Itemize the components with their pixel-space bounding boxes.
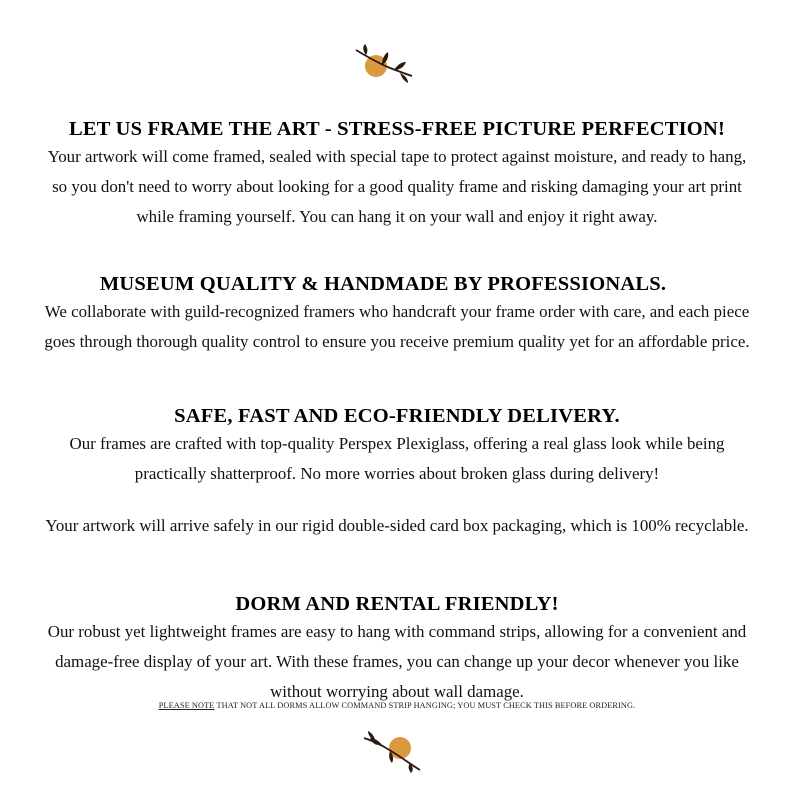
orange-branch-icon (360, 726, 424, 774)
section-paragraph-dorm-friendly: Our robust yet lightweight frames are easy to hang with command strips, allowing for a convenient and damage-free display of your art. With these frames, you can change up your decor whenever you like without worrying about wall damage. (47, 622, 747, 701)
please-note (0, 701, 794, 710)
section-paragraph-framing: Your artwork will come framed, sealed with special tape to protect against moisture, and ready to hang, so you don't need to worry about looking for a good quality frame and risking damaging your art print while framing yourself. You can hang it on your wall and enjoy it right away. (47, 147, 747, 226)
section-paragraph-delivery-packaging: Your artwork will arrive safely in our rigid double-sided card box packaging, which is 100% recyclable. (45, 516, 749, 535)
section-paragraph-museum-quality: We collaborate with guild-recognized framers who handcraft your frame order with care, and each piece goes through thorough quality control to ensure you receive premium quality yet for an affordable price. (44, 302, 750, 351)
section-heading-framing: LET US FRAME THE ART - STRESS-FREE PICTURE PERFECTION! (69, 118, 725, 140)
orange-branch-icon (352, 42, 416, 90)
section-heading-museum-quality: MUSEUM QUALITY & HANDMADE BY PROFESSIONALS. (99, 273, 667, 295)
please-note-label: PLEASE NOTE (158, 701, 215, 710)
please-note-text: THAT NOT ALL DORMS ALLOW COMMAND STRIP HANGING; YOU MUST CHECK THIS BEFORE ORDERING. (214, 701, 636, 710)
section-heading-delivery: SAFE, FAST AND ECO-FRIENDLY DELIVERY. (174, 405, 620, 427)
section-heading-dorm-friendly: DORM AND RENTAL FRIENDLY! (235, 593, 559, 615)
section-paragraph-delivery-glass: Our frames are crafted with top-quality Perspex Plexiglass, offering a real glass look while being practically shatterproof. No more worries about broken glass during delivery! (69, 434, 725, 483)
